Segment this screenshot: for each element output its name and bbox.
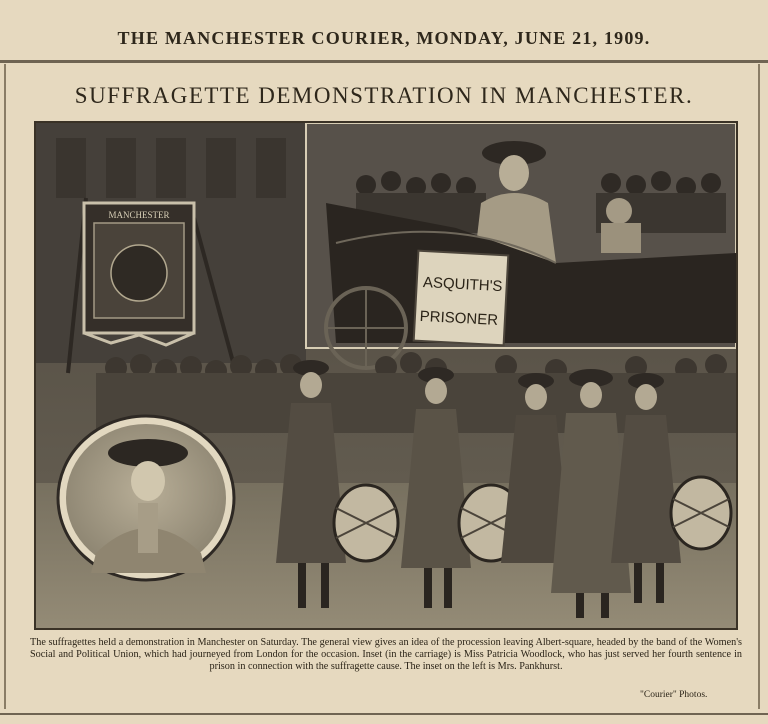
bottom-rule — [0, 713, 768, 715]
photo-caption: The suffragettes held a demonstration in Manchester on Saturday. The general view gives an idea of the procession leaving Albert-square, headed by the band of the Women's Social and Political Union, which had journeyed from London for the occasion. Inset (in the carriage) is Miss Patricia Woodlock, who has just served her fourth sentence in prison in connection with the suffragette cause. The inset on the left is Mrs. Pankhurst. — [30, 637, 742, 672]
banner-text: MANCHESTER — [108, 210, 170, 220]
newspaper-masthead: THE MANCHESTER COURIER, MONDAY, JUNE 21, 1909. — [117, 28, 651, 48]
photograph-illustration — [36, 123, 736, 628]
pankhurst-inset — [58, 416, 234, 580]
photo-credit: "Courier" Photos. — [640, 690, 708, 700]
placard-line-1: ASQUITH'S — [422, 274, 503, 296]
asquiths-prisoner-placard — [414, 251, 509, 346]
placard-line-2: PRISONER — [419, 307, 499, 329]
carriage-inset — [306, 123, 736, 368]
masthead-rule — [0, 60, 768, 63]
main-photograph — [34, 121, 738, 630]
article-headline: SUFFRAGETTE DEMONSTRATION IN MANCHESTER. — [74, 83, 694, 108]
